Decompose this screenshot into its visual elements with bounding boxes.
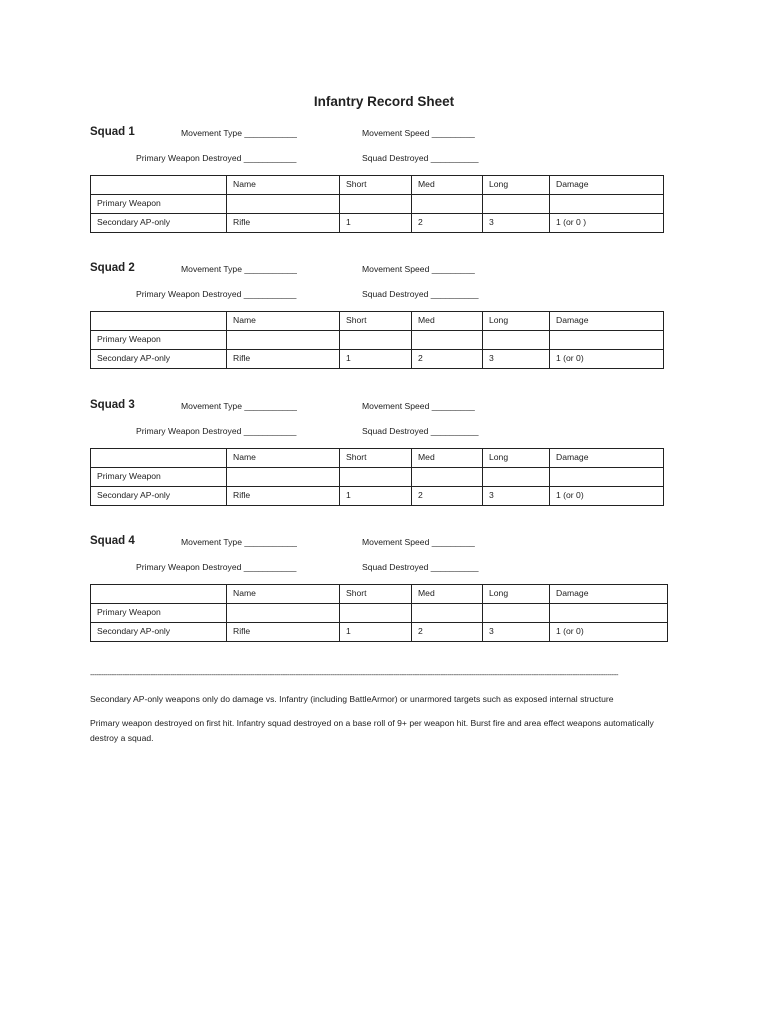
table-cell[interactable] [550, 195, 664, 214]
table-cell[interactable] [227, 331, 340, 350]
squad-destroyed-field[interactable]: Squad Destroyed __________ [362, 562, 479, 572]
primary-weapon-destroyed-field[interactable]: Primary Weapon Destroyed ___________ [136, 562, 297, 572]
movement-type-field[interactable]: Movement Type ___________ [181, 537, 297, 547]
squad-destroyed-field[interactable]: Squad Destroyed __________ [362, 289, 479, 299]
primary-weapon-destroyed-field[interactable]: Primary Weapon Destroyed ___________ [136, 426, 297, 436]
table-cell: 3 [483, 487, 550, 506]
table-header-row [91, 449, 664, 468]
squad-destroyed-field[interactable]: Squad Destroyed __________ [362, 426, 479, 436]
table-cell: 1 (or 0) [550, 350, 664, 369]
weapons-table [90, 311, 664, 369]
squad-4-section [0, 535, 768, 665]
dashed-divider: ---------------------------------------------------------------------------------------------------------------------------------------------------------------------------------------------------------------------------------------------------- [90, 670, 619, 679]
squad-1-section [0, 126, 768, 256]
header-cell: Long [483, 449, 550, 468]
movement-type-field[interactable]: Movement Type ___________ [181, 128, 297, 138]
table-row [91, 468, 664, 487]
table-cell: Secondary AP-only [91, 623, 227, 642]
table-cell[interactable] [412, 195, 483, 214]
header-cell: Damage [550, 312, 664, 331]
squad-destroyed-field[interactable]: Squad Destroyed __________ [362, 153, 479, 163]
table-cell: 2 [412, 214, 483, 233]
table-cell: 3 [483, 350, 550, 369]
primary-weapon-destroyed-field[interactable]: Primary Weapon Destroyed ___________ [136, 289, 297, 299]
table-cell: 1 [340, 214, 412, 233]
movement-type-field[interactable]: Movement Type ___________ [181, 264, 297, 274]
table-cell[interactable] [340, 468, 412, 487]
header-cell: Med [412, 585, 483, 604]
weapons-table [90, 584, 668, 642]
table-row [91, 487, 664, 506]
header-cell: Short [340, 585, 412, 604]
table-row [91, 623, 668, 642]
table-cell[interactable] [227, 468, 340, 487]
table-cell: 1 (or 0) [550, 487, 664, 506]
table-cell[interactable] [340, 604, 412, 623]
header-cell: Name [227, 449, 340, 468]
table-cell: Rifle [227, 487, 340, 506]
movement-speed-field[interactable]: Movement Speed _________ [362, 128, 475, 138]
squad-title: Squad 3 [90, 399, 135, 411]
table-cell[interactable] [550, 468, 664, 487]
table-cell: Rifle [227, 214, 340, 233]
header-cell: Short [340, 176, 412, 195]
table-cell[interactable] [227, 604, 340, 623]
table-cell[interactable] [483, 468, 550, 487]
table-cell: Primary Weapon [91, 331, 227, 350]
table-cell[interactable] [483, 331, 550, 350]
table-row [91, 604, 668, 623]
header-cell: Long [483, 176, 550, 195]
table-cell: Primary Weapon [91, 604, 227, 623]
header-cell: Med [412, 312, 483, 331]
table-cell: 2 [412, 623, 483, 642]
table-cell[interactable] [412, 331, 483, 350]
movement-speed-field[interactable]: Movement Speed _________ [362, 537, 475, 547]
squad-title: Squad 1 [90, 126, 135, 138]
table-cell: Secondary AP-only [91, 214, 227, 233]
table-cell[interactable] [412, 604, 483, 623]
header-cell: Name [227, 585, 340, 604]
table-row [91, 214, 664, 233]
table-row [91, 350, 664, 369]
header-cell: Damage [550, 585, 668, 604]
table-header-row [91, 585, 668, 604]
table-cell[interactable] [483, 195, 550, 214]
note-destruction-rules: Primary weapon destroyed on first hit. Infantry squad destroyed on a base roll of 9+ per weapon hit. Burst fire and area effect weapons automatically destroy a squad. [90, 718, 654, 743]
table-cell: Primary Weapon [91, 468, 227, 487]
table-cell: 3 [483, 623, 550, 642]
table-cell[interactable] [227, 195, 340, 214]
header-cell: Med [412, 176, 483, 195]
squad-title: Squad 2 [90, 262, 135, 274]
table-cell: Rifle [227, 350, 340, 369]
header-cell: Short [340, 312, 412, 331]
table-cell[interactable] [550, 331, 664, 350]
table-cell: Rifle [227, 623, 340, 642]
table-cell: 1 [340, 350, 412, 369]
table-header-row [91, 312, 664, 331]
table-cell[interactable] [483, 604, 550, 623]
header-cell: Long [483, 585, 550, 604]
header-cell: Damage [550, 449, 664, 468]
weapons-table [90, 448, 664, 506]
table-cell: 1 (or 0 ) [550, 214, 664, 233]
table-cell[interactable] [340, 195, 412, 214]
note-secondary-ap: Secondary AP-only weapons only do damage vs. Infantry (including BattleArmor) or unarmored targets such as exposed internal structure [90, 694, 614, 704]
header-cell: Name [227, 312, 340, 331]
table-cell: 1 [340, 487, 412, 506]
table-row [91, 331, 664, 350]
table-cell[interactable] [340, 331, 412, 350]
table-header-row [91, 176, 664, 195]
header-cell [91, 176, 227, 195]
header-cell: Med [412, 449, 483, 468]
movement-speed-field[interactable]: Movement Speed _________ [362, 264, 475, 274]
movement-type-field[interactable]: Movement Type ___________ [181, 401, 297, 411]
table-cell: 1 [340, 623, 412, 642]
squad-2-section [0, 262, 768, 392]
table-cell: 2 [412, 487, 483, 506]
header-cell: Short [340, 449, 412, 468]
header-cell: Name [227, 176, 340, 195]
header-cell [91, 449, 227, 468]
header-cell [91, 585, 227, 604]
header-cell: Damage [550, 176, 664, 195]
squad-title: Squad 4 [90, 535, 135, 547]
table-cell: Primary Weapon [91, 195, 227, 214]
table-cell: 3 [483, 214, 550, 233]
table-cell[interactable] [550, 604, 668, 623]
table-row [91, 195, 664, 214]
page-title: Infantry Record Sheet [313, 94, 455, 109]
movement-speed-field[interactable]: Movement Speed _________ [362, 401, 475, 411]
table-cell: 2 [412, 350, 483, 369]
header-cell [91, 312, 227, 331]
primary-weapon-destroyed-field[interactable]: Primary Weapon Destroyed ___________ [136, 153, 297, 163]
table-cell: Secondary AP-only [91, 487, 227, 506]
table-cell[interactable] [412, 468, 483, 487]
table-cell: 1 (or 0) [550, 623, 668, 642]
squad-3-section [0, 399, 768, 529]
weapons-table [90, 175, 664, 233]
table-cell: Secondary AP-only [91, 350, 227, 369]
header-cell: Long [483, 312, 550, 331]
